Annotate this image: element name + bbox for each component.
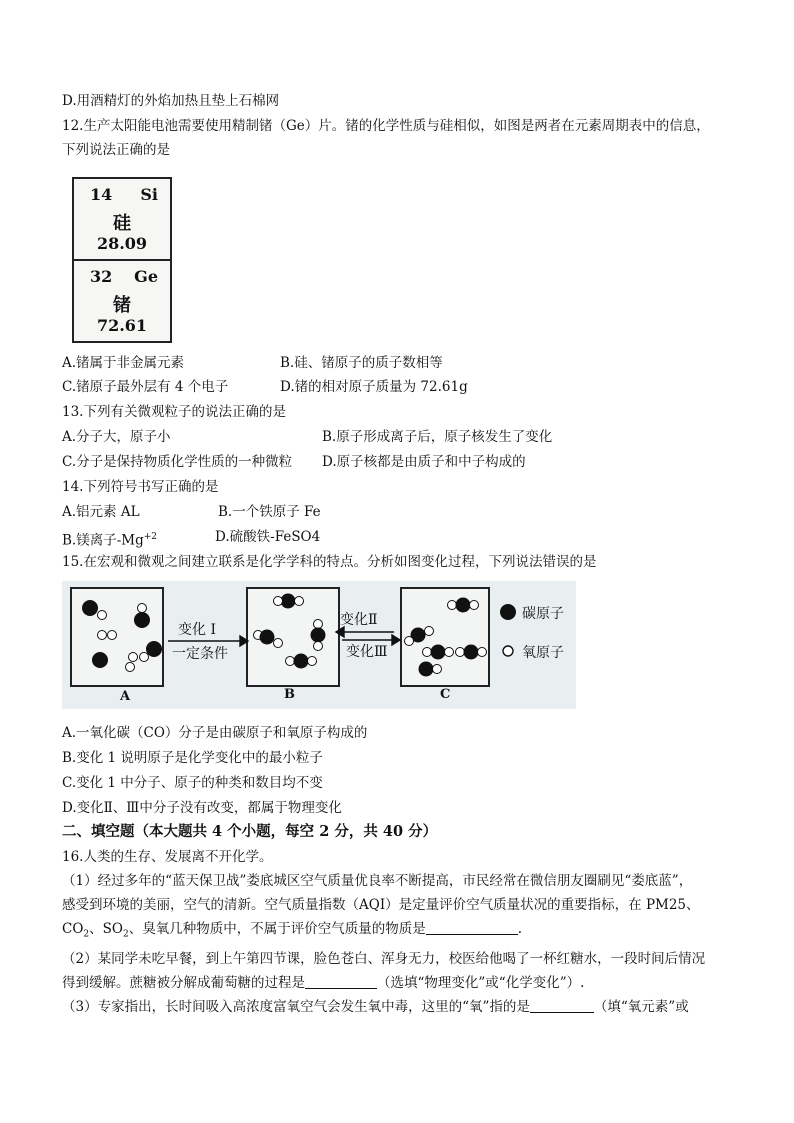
carbon-atom	[431, 645, 446, 660]
legend-carbon-label: 碳原子	[522, 606, 564, 622]
carbon-atom	[294, 654, 309, 669]
q12-stem-line1: 12.生产太阳能电池需要使用精制锗（Ge）片。锗的化学性质与硅相似，如图是两者在元素周期表中的信息，	[62, 118, 710, 134]
si-name: 硅	[113, 213, 131, 234]
ge-mass: 72.61	[96, 316, 148, 335]
q14-stem: 14.下列符号书写正确的是	[62, 479, 219, 495]
q16-so2-subscript: 2	[122, 929, 129, 940]
q14-option-c-superscript: +2	[143, 532, 158, 542]
oxygen-atom	[314, 620, 323, 629]
germanium-cell	[74, 261, 170, 341]
q12-option-d: D.锗的相对原子质量为 72.61g	[280, 379, 468, 395]
q13-option-d: D.原子核都是由质子和中子构成的	[322, 454, 526, 470]
change-1-condition: 一定条件	[172, 646, 228, 662]
oxygen-atom	[295, 597, 304, 606]
oxygen-atom	[425, 627, 434, 636]
oxygen-atom	[286, 657, 295, 666]
q16-part1-line2: 感受到环境的美丽，空气的清新。空气质量指数（AQI）是定量评价空气质量状况的重要指标，在 PM25、	[62, 897, 700, 913]
change-1-label: 变化 I	[178, 622, 216, 638]
q13-stem: 13.下列有关微观粒子的说法正确的是	[62, 404, 286, 420]
oxygen-atom	[274, 597, 283, 606]
carbon-atom	[92, 652, 108, 668]
legend-oxygen-label: 氧原子	[522, 645, 564, 661]
q12-option-b: B.硅、锗原子的质子数相等	[280, 355, 443, 371]
q16-part2-line1: （2）某同学未吃早餐，到上午第四节课，脸色苍白、浑身无力，校医给他喝了一杯红糖水，一段时间后情况	[62, 950, 706, 967]
q14-option-c	[62, 528, 157, 550]
molecular-change-diagram	[62, 581, 576, 709]
oxygen-atom	[140, 653, 149, 662]
section-2-heading: 二、填空题（本大题共 4 个小题，每空 2 分，共 40 分）	[62, 823, 438, 840]
oxygen-atom	[433, 665, 442, 674]
q16-part1-line1: （1）经过多年的“蓝天保卫战”娄底城区空气质量优良率不断提高，市民经常在微信朋友圈刷见“娄底蓝”，	[62, 873, 693, 889]
q13-option-b: B.原子形成离子后，原子核发生了变化	[322, 429, 553, 445]
oxygen-atom	[98, 631, 107, 640]
oxygen-atom	[98, 611, 107, 620]
ge-number: 32	[90, 267, 113, 286]
si-mass: 28.09	[96, 234, 148, 253]
q16-part2-question: 得到缓解。蔗糖被分解成葡萄糖的过程是	[62, 974, 305, 991]
q12-option-a: A.锗属于非金属元素	[62, 355, 185, 371]
carbon-atom	[311, 628, 326, 643]
oxygen-atom	[308, 657, 317, 666]
q15-option-a: A.一氧化碳（CO）分子是由碳原子和氧原子构成的	[62, 725, 368, 741]
q16-co2: CO	[62, 921, 84, 937]
q16-answer-blank-2[interactable]	[305, 974, 377, 989]
q15-option-d: D.变化Ⅱ、Ⅲ中分子没有改变，都属于物理变化	[62, 800, 342, 816]
q14-option-d: D.硫酸铁-FeSO4	[215, 529, 321, 545]
q16-part1-line3	[62, 917, 742, 947]
q14-option-b: B.一个铁原子 Fe	[218, 504, 321, 520]
carbon-atom	[464, 645, 479, 660]
q16-part2-line2	[62, 971, 742, 995]
q16-stem: 16.人类的生存、发展离不开化学。	[62, 849, 273, 865]
q14-option-c-text: B.镁离子-Mg	[62, 532, 144, 549]
si-number: 14	[90, 185, 113, 204]
q16-part1-end: .	[517, 921, 522, 937]
box-c-label: C	[440, 687, 451, 702]
oxygen-atom	[448, 601, 457, 610]
oxygen-atom	[456, 648, 465, 657]
carbon-atom	[82, 600, 98, 616]
q16-answer-blank-1[interactable]	[426, 920, 518, 935]
oxygen-atom	[138, 604, 147, 613]
oxygen-atom	[445, 648, 454, 657]
si-symbol: Si	[140, 185, 158, 204]
oxygen-atom	[314, 642, 323, 651]
box-a-molecules	[82, 600, 162, 672]
q15-option-b: B.变化 1 说明原子是化学变化中的最小粒子	[62, 750, 323, 766]
box-b-label: B	[284, 687, 295, 702]
q16-part3-end: （填“氧元素”或	[593, 998, 689, 1015]
box-c-molecules	[405, 598, 487, 677]
carbon-atom	[134, 612, 150, 628]
oxygen-atom	[126, 663, 135, 672]
q15-option-c: C.变化 1 中分子、原子的种类和数目均不变	[62, 775, 323, 791]
ge-name: 锗	[113, 295, 131, 316]
box-b-molecules	[254, 594, 326, 669]
oxygen-atom	[108, 631, 117, 640]
change-2-label: 变化Ⅱ	[340, 612, 378, 628]
q12-stem-line2: 下列说法正确的是	[62, 142, 170, 158]
carbon-atom	[419, 662, 434, 677]
q16-so2: 、SO	[89, 921, 123, 937]
carbon-atom	[456, 598, 471, 613]
ge-symbol: Ge	[134, 267, 158, 286]
q16-co2-subscript: 2	[83, 929, 90, 940]
periodic-table-excerpt	[72, 177, 172, 343]
q12-option-c: C.锗原子最外层有 4 个电子	[62, 379, 229, 395]
arrow-change-3-head	[392, 635, 400, 645]
q16-answer-blank-3[interactable]	[530, 998, 594, 1013]
legend-carbon-symbol	[500, 604, 516, 620]
change-3-label: 变化Ⅲ	[346, 644, 388, 660]
legend-oxygen-symbol	[503, 646, 513, 656]
oxygen-atom	[470, 601, 479, 610]
arrow-change-1-head	[240, 636, 248, 646]
q16-part1-question: 、臭氧几种物质中，不属于评价空气质量的物质是	[128, 921, 426, 937]
oxygen-atom	[423, 648, 432, 657]
box-a-label: A	[120, 689, 131, 704]
oxygen-atom	[478, 648, 487, 657]
q16-part3-line1	[62, 995, 742, 1019]
q16-part1	[62, 869, 742, 1019]
oxygen-atom	[129, 653, 138, 662]
q15-stem: 15.在宏观和微观之间建立联系是化学学科的特点。分析如图变化过程，下列说法错误的是	[62, 554, 597, 570]
carbon-atom	[146, 641, 162, 657]
q16-part2-end: （选填“物理变化”或“化学变化”）.	[377, 974, 585, 991]
silicon-cell	[74, 179, 170, 259]
oxygen-atom	[405, 637, 414, 646]
q16-part3-question: （3）专家指出，长时间吸入高浓度富氧空气会发生氧中毒，这里的“氧”指的是	[62, 998, 530, 1015]
q11-option-d: D.用酒精灯的外焰加热且垫上石棉网	[62, 93, 280, 109]
oxygen-atom	[274, 639, 283, 648]
q13-option-c: C.分子是保持物质化学性质的一种微粒	[62, 454, 293, 470]
carbon-atom	[260, 630, 275, 645]
q13-option-a: A.分子大，原子小	[62, 429, 171, 445]
q14-option-a: A.铝元素 AL	[62, 504, 140, 520]
molecule-drawing	[62, 581, 576, 709]
